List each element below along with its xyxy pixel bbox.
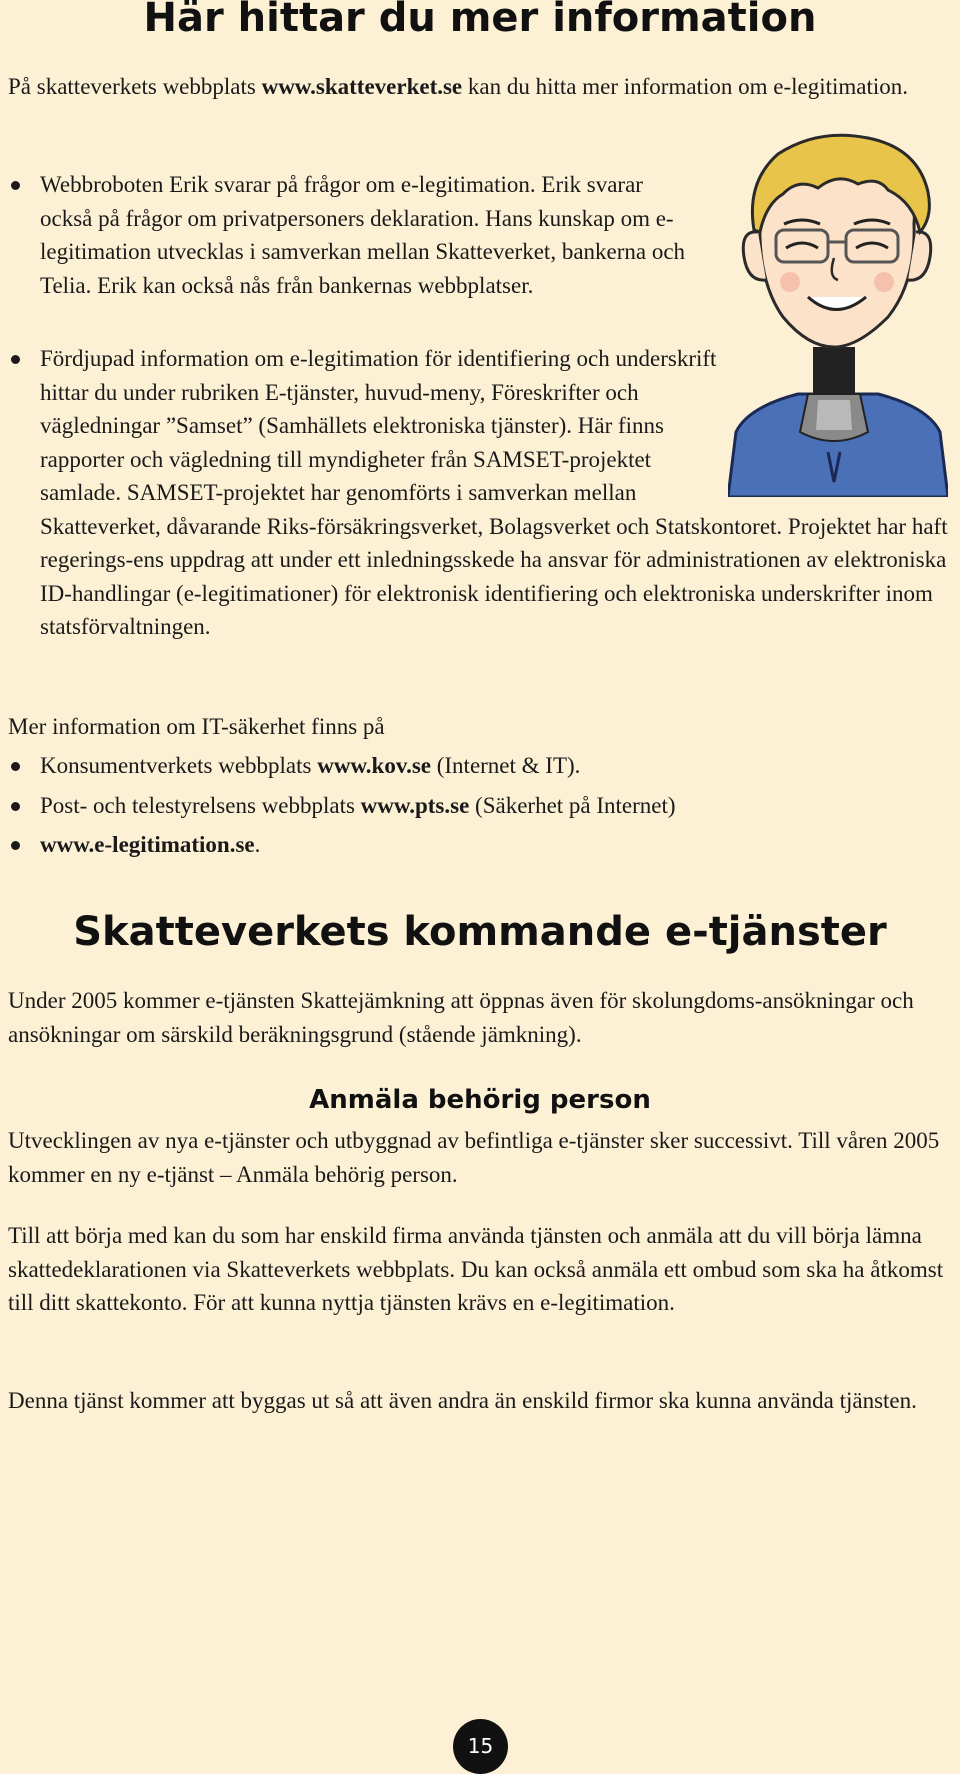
anmala-paragraph-2: Till att börja med kan du som har enskild firma använda tjänsten och anmäla att du vill börja lämna skattedeklarationen via Skatteverkets webbplats. Du kan också anmäla ett ombud som ska ha åtkomst till ditt skattekonto. För att kunna nyttja tjänsten krävs en e-legitimation. — [8, 1223, 944, 1315]
kov-link[interactable]: www.kov.se — [317, 753, 431, 778]
list-item — [8, 168, 700, 302]
neck-shine — [816, 400, 852, 430]
anmala-paragraph-3: Denna tjänst kommer att byggas ut så att även andra än enskild firmor ska kunna använda tjänsten. — [8, 1388, 917, 1413]
list-item — [8, 789, 948, 823]
page-number-badge: 15 — [453, 1719, 508, 1774]
left-cheek — [780, 272, 800, 292]
intro-paragraph — [8, 70, 958, 104]
intro-text-pre: På skatteverkets webbplats — [8, 74, 262, 99]
elegitimation-link[interactable]: www.e-legitimation.se — [40, 832, 255, 857]
anmala-paragraph-1: Utvecklingen av nya e-tjänster och utbyggnad av befintliga e-tjänster sker successivt. Till våren 2005 kommer en ny e-tjänst – Anmäla behörig person. — [8, 1128, 940, 1187]
list-item — [8, 828, 948, 862]
erik-robot-illustration — [728, 132, 948, 497]
kov-text-post: (Internet & IT). — [430, 753, 581, 778]
pts-link[interactable]: www.pts.se — [360, 792, 470, 818]
elegitimation-text-post: . — [254, 832, 261, 857]
list-item — [8, 749, 948, 783]
it-security-intro: Mer information om IT-säkerhet finns på — [8, 714, 385, 739]
pts-text-post: (Säkerhet på Internet) — [469, 792, 676, 818]
bullet-erik-text: Webbroboten Erik svarar på frågor om e-legitimation. Erik svarar också på frågor om privatpersoners deklaration. Hans kunskap om e-legitimation utvecklas i samverkan mellan Skatteverket, bankerna och Telia. Erik kan också nås från bankernas webbplatser. — [40, 172, 686, 298]
page-title: Här hittar du mer information — [143, 0, 817, 41]
anmala-heading: Anmäla behörig person — [309, 1085, 651, 1115]
intro-text-post: kan du hitta mer information om e-legitimation. — [462, 74, 908, 99]
right-cheek — [874, 272, 894, 292]
eservices-paragraph: Under 2005 kommer e-tjänsten Skattejämkning att öppnas även för skolungdoms-ansökningar och ansökningar om särskild beräkningsgrund (stående jämkning). — [8, 988, 914, 1047]
eservices-heading: Skatteverkets kommande e-tjänster — [73, 909, 887, 955]
bullet-dot — [11, 355, 20, 364]
kov-text-pre: Konsumentverkets webbplats — [40, 753, 318, 778]
info-bullet-list — [8, 168, 708, 308]
bullet-samset-text: Fördjupad information om e-legitimation för identifiering och underskrift hittar du under rubriken E-tjänster, huvud-meny, Föreskrifter och vägledningar ”Samset” (Samhällets elektroniska tjänster). Här finns rapporter och vägledning till myndigheter från SAMSET-projektet samlade. SAMSET-projektet har genomförts i samverkan mellan Skatteverket, dåvarande Riks-försäkringsverket, Bolagsverket och Statskontoret. Projektet har haft regerings-ens uppdrag att under ett inledningsskede ha ansvar för administrationen av elektroniska ID-handlingar (e-legitimationer) för elektronisk identifiering och elektroniska underskrifter inom statsförvaltningen. — [40, 346, 948, 639]
it-security-list — [8, 749, 948, 868]
pts-text-pre: Post- och telestyrelsens webbplats — [40, 792, 361, 818]
skatteverket-link[interactable]: www.skatteverket.se — [261, 74, 463, 99]
